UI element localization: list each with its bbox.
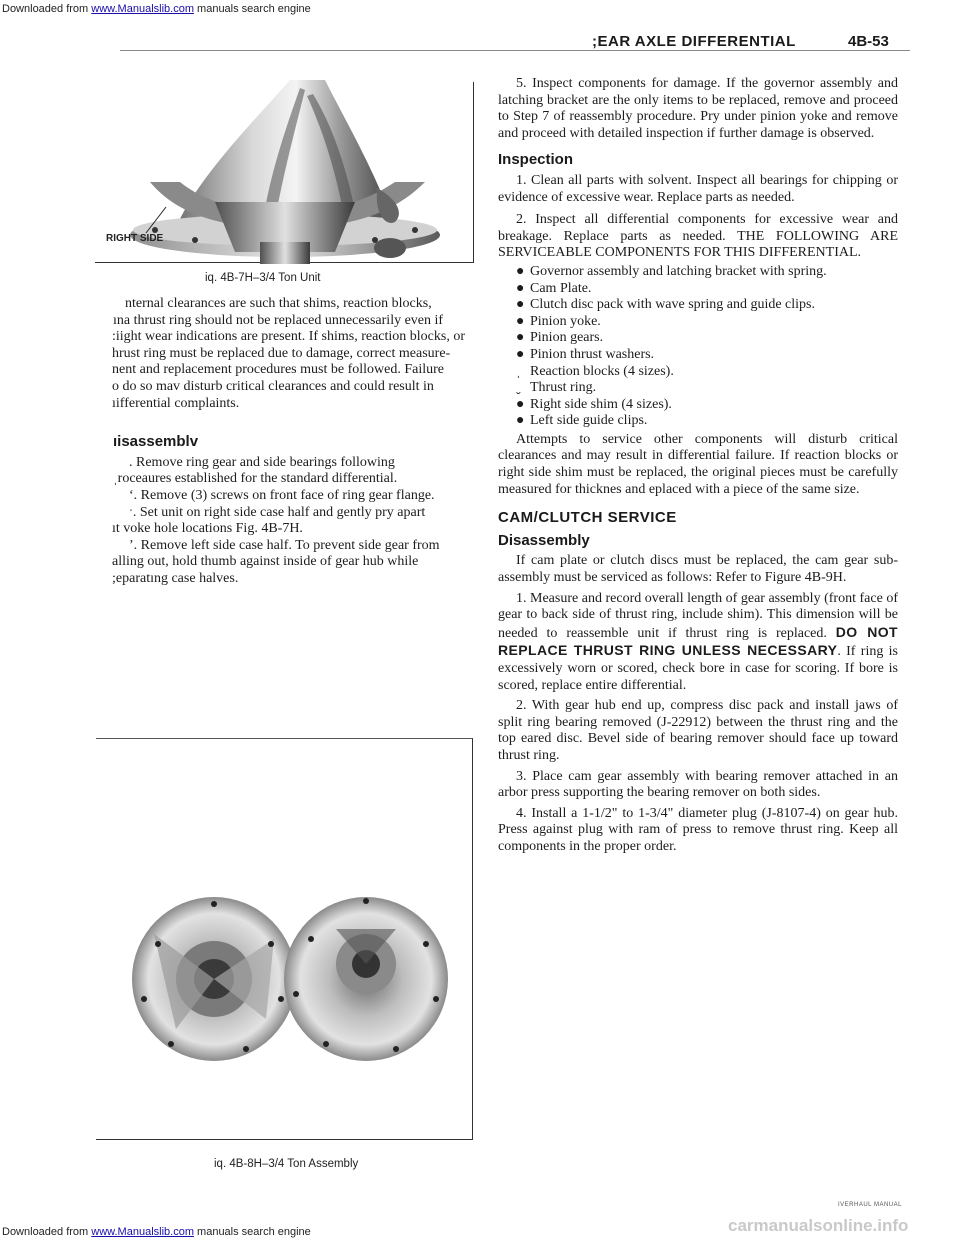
bullet-mark: ● [516, 313, 525, 329]
inspection-step-2: 2. Inspect all differential components for excessive wear and breakage. Replace parts as needed. THE FOLLOWING ARE SERVICEABLE COMPONENTS FOR THIS DIFFERENTIAL. [498, 212, 898, 261]
list-item: ● Pinion yoke. [516, 313, 601, 329]
bullet-mark: ● [516, 346, 525, 362]
figure2-frame [96, 738, 473, 1140]
list-item: ● Cam Plate. [516, 280, 592, 296]
step-line: ʻ. Remove (3) screws on front face of ring gear flange. [129, 487, 435, 503]
overhaul-manual-label: IVERHAUL MANUAL [838, 1202, 902, 1208]
list-item: ● Governor assembly and latching bracket with spring. [516, 263, 827, 279]
download-banner: Downloaded from www.Manualslib.com manuals search engine [2, 3, 311, 15]
inspection-heading: Inspection [498, 151, 574, 169]
intro-line: ına thrust ring should not be replaced unnecessarily even if [113, 312, 444, 328]
left-column [95, 296, 475, 588]
disassembly-step-3: 3. Place cam gear assembly with bearing remover attached in an arbor press supporting the bearing remover on both sides. [498, 768, 898, 801]
step-line: ˑ. Set unit on right side case half and gently pry apart [129, 504, 426, 520]
cam-clutch-service-heading: CAM/CLUTCH SERVICE [498, 509, 677, 527]
header-rule [120, 50, 910, 51]
step-line: alling out, hold thumb against inside of gear hub while [112, 554, 419, 570]
section-title: ;EAR AXLE DIFFERENTIAL [592, 33, 796, 50]
list-item: ● Pinion thrust washers. [516, 346, 655, 362]
bullet-mark: ● [516, 396, 525, 412]
intro-line: nent and replacement procedures must be followed. Failure [112, 362, 444, 378]
case-halves-photo [96, 739, 472, 1139]
bullet-mark: ● [516, 413, 525, 429]
serviceable-components-list [498, 264, 898, 430]
right-column [498, 76, 898, 856]
intro-line: o do so mav disturb critical clearances and could result in [112, 378, 434, 394]
manualslib-link-bottom[interactable]: www.Manualslib.com [91, 1226, 194, 1238]
step-line: ʼ. Remove left side case half. To prevent side gear from [129, 537, 440, 553]
step-5-paragraph: 5. Inspect components for damage. If the governor assembly and latching bracket are the only items to be replaced, remove and proceed to Step 7 of reassembly procedure. Pry under pinion yoke and remove and proceed with detailed inspection if further damage is observed. [498, 76, 898, 141]
figure2-caption: iq. 4B-8H–3/4 Ton Assembly [214, 1158, 359, 1170]
disassembly-heading: ıisassemblv [113, 433, 199, 451]
page-number: 4B-53 [848, 33, 889, 50]
list-item: ● Clutch disc pack with wave spring and guide clips. [516, 297, 815, 313]
bullet-mark: ● [516, 280, 525, 296]
figure1-caption: iq. 4B-7H–3/4 Ton Unit [205, 272, 321, 284]
figure1-callout: RIGHT SIDE [106, 233, 164, 244]
inspection-step-1: 1. Clean all parts with solvent. Inspect all bearings for chipping or evidence of excessive wear. Replace parts as needed. [498, 172, 898, 205]
list-item: ˌ Reaction blocks (4 sizes). [516, 363, 674, 379]
bullet-mark: ˬ [516, 380, 521, 396]
intro-line: hrust ring must be replaced due to damage, correct measure- [112, 345, 451, 361]
intro-line: ıifferential complaints. [112, 395, 240, 411]
intro-line: :iight wear indications are present. If shims, reaction blocks, or [112, 329, 466, 345]
step-line: . Remove ring gear and side bearings following [129, 454, 395, 470]
disassembly-step-4: 4. Install a 1-1/2" to 1-3/4" diameter plug (J-8107-4) on gear hub. Press against plug with ram of press to remove thrust ring. Keep all components in the proper order. [498, 805, 898, 854]
list-item: ˬ Thrust ring. [516, 380, 597, 396]
intro-line: nternal clearances are such that shims, reaction blocks, [125, 296, 432, 311]
list-item: ● Right side shim (4 sizes). [516, 396, 672, 412]
step-line: ;eparatıng case halves. [112, 570, 239, 586]
site-watermark: carmanualsonline.info [728, 1216, 909, 1235]
disassembly-step-2: 2. With gear hub end up, compress disc pack and install jaws of split ring bearing removed (J-22912) between the thrust ring and the top eared disc. Bevel side of bearing remover should face up toward thrust ring. [498, 698, 898, 763]
callout-leader-line [142, 205, 172, 235]
disassembly-step-1: 1. Measure and record overall length of gear assembly (front face of gear to back side of thrust ring, include shim). This dimension will be needed to reassemble unit if thrust ring is replaced. DO NOT REPLACE THRUST RING UNLESS NECESSARY. If ring is excessively worn or scored, check bore in case for scoring. If bore is scored, replace entire differential. [498, 590, 898, 693]
list-item: ● Left side guide clips. [516, 413, 648, 429]
list-item: ● Pinion gears. [516, 330, 604, 346]
bullet-mark: ● [516, 297, 525, 313]
bullet-mark: ● [516, 263, 525, 279]
step-line: ˌroceaures established for the standard differential. [113, 471, 398, 487]
bullet-mark: ˌ [516, 363, 521, 379]
disassembly-intro: If cam plate or clutch discs must be replaced, the cam gear sub-assembly must be serviced as follows: Refer to Figure 4B-9H. [498, 553, 898, 586]
manualslib-link[interactable]: www.Manualslib.com [91, 3, 194, 15]
thrust-ring-warning: DO NOT REPLACE THRUST RING UNLESS NECESSARY [498, 623, 898, 659]
step-line: ıt voke hole locations Fig. 4B-7H. [112, 521, 303, 537]
attempts-paragraph: Attempts to service other components will disturb critical clearances and may result in differential failure. If reaction blocks or right side shim must be replaced, the original pieces must be carefully measured for thicknes and eplaced with a piece of the same size. [498, 431, 898, 497]
download-banner-bottom: Downloaded from www.Manualslib.com manuals search engine [2, 1226, 311, 1238]
bullet-mark: ● [516, 330, 525, 346]
disassembly-heading-right: Disassembly [498, 531, 590, 549]
